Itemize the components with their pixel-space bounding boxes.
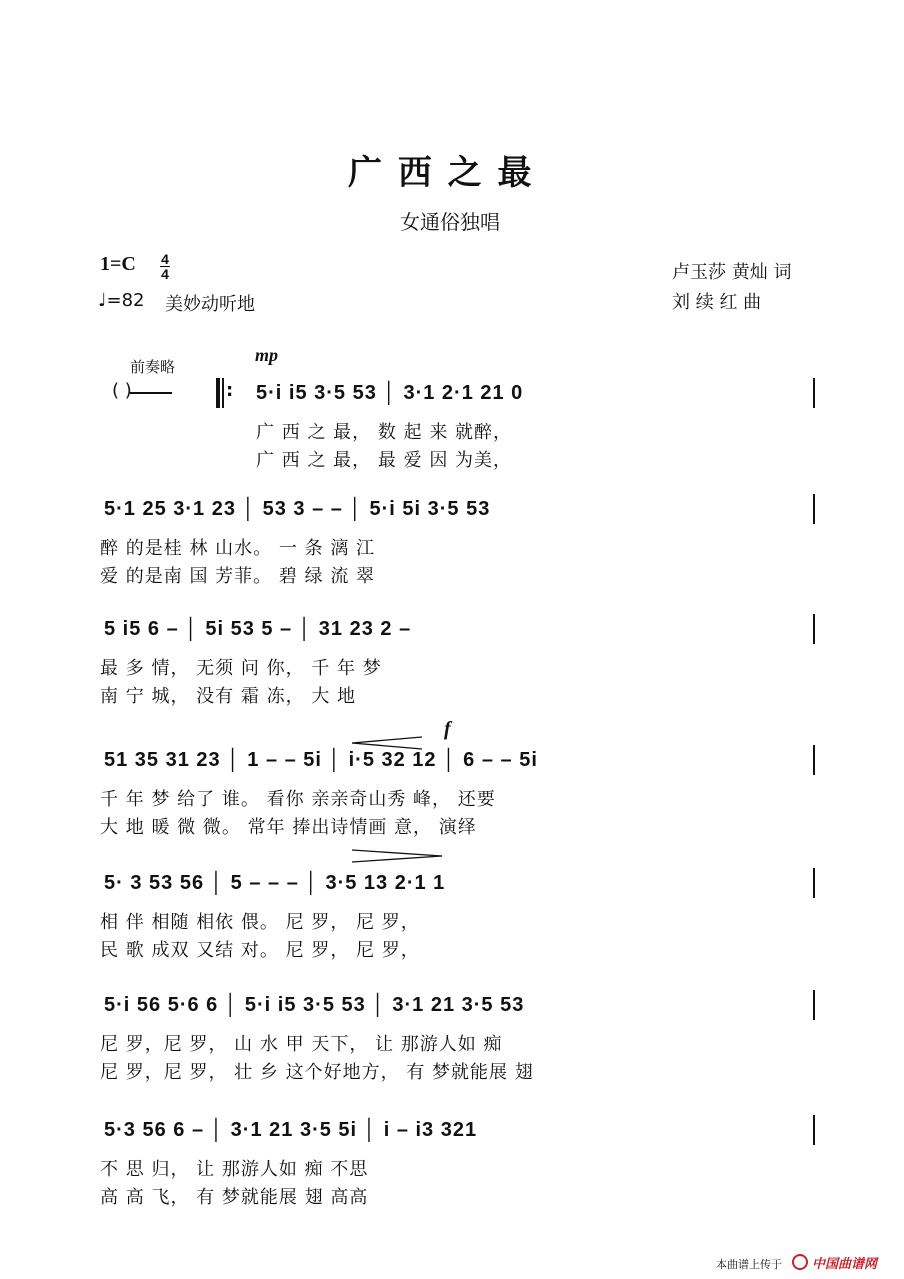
site-logo-icon	[792, 1254, 808, 1270]
notes-line: 5· 3 53 56 │ 5 – – – │ 3·5 13 2·1 1	[104, 872, 446, 894]
notes-line: 5 i5 6 – │ 5i 53 5 – │ 31 23 2 –	[104, 618, 412, 640]
system-7	[0, 1115, 904, 1225]
barline	[813, 1115, 815, 1145]
lyric-verse-1: 醉 的是桂 林 山水。 一 条 漓 江	[100, 538, 376, 559]
lyric-verse-2: 南 宁 城， 没有 霜 冻， 大 地	[100, 686, 357, 707]
time-signature	[160, 253, 170, 280]
notes-line: 5·1 25 3·1 23 │ 53 3 – – │ 5·i 5i 3·5 53	[104, 498, 491, 520]
tempo-mark: ♩=82	[98, 290, 145, 311]
lyric-verse-1: 不 思 归， 让 那游人如 痴 不思	[100, 1159, 369, 1180]
lyric-verse-1: 广 西 之 最， 数 起 来 就醉，	[256, 422, 513, 443]
system-4	[0, 745, 904, 855]
intro-label: 前奏略	[130, 358, 176, 376]
dynamic-mp: mp	[255, 345, 279, 365]
composer: 刘 续 红 曲	[672, 292, 762, 313]
lyric-verse-2: 大 地 暖 微 微。 常年 捧出诗情画 意， 演绎	[100, 817, 477, 838]
dynamic-f: f	[444, 718, 451, 740]
lyricist: 卢玉莎 黄灿 词	[672, 262, 792, 283]
barline	[813, 990, 815, 1020]
lyric-verse-1: 相 伴 相随 相依 偎。 尼 罗， 尼 罗，	[100, 912, 420, 933]
notes-line: 51 35 31 23 │ 1 – – 5i │ i·5 32 12 │ 6 – – 5i	[104, 749, 538, 771]
repeat-dots: :	[226, 380, 234, 401]
notes-line: 5·i 56 5·6 6 │ 5·i i5 3·5 53 │ 3·1 21 3·5 53	[104, 994, 525, 1016]
system-6	[0, 990, 904, 1100]
system-2	[0, 494, 904, 604]
barline	[813, 868, 815, 898]
subtitle: 女通俗独唱	[400, 210, 500, 234]
lyric-verse-2: 高 高 飞， 有 梦就能展 翅 高高	[100, 1187, 369, 1208]
site-name[interactable]: 中国曲谱网	[812, 1257, 878, 1272]
lyric-verse-2: 民 歌 成双 又结 对。 尼 罗， 尼 罗，	[100, 940, 420, 961]
decrescendo-hairpin	[352, 848, 442, 862]
time-bottom: 4	[161, 266, 169, 282]
lyric-verse-1: 最 多 情， 无须 问 你， 千 年 梦	[100, 658, 382, 679]
time-top: 4	[161, 251, 169, 267]
page-title: 广 西 之 最	[348, 153, 534, 193]
footer-text: 本曲谱上传于	[716, 1258, 782, 1271]
lyric-verse-2: 广 西 之 最， 最 爱 因 为美，	[256, 450, 513, 471]
barline	[813, 745, 815, 775]
lyric-verse-2: 尼 罗，尼 罗， 壮 乡 这个好地方， 有 梦就能展 翅	[100, 1062, 534, 1083]
lyric-verse-1: 千 年 梦 给了 谁。 看你 亲亲奇山秀 峰， 还要	[100, 789, 496, 810]
system-5	[0, 868, 904, 978]
barline	[813, 378, 815, 408]
notes-line: 5·3 56 6 – │ 3·1 21 3·5 5i │ i – i3 321	[104, 1119, 478, 1141]
notes-line: 5·i i5 3·5 53 │ 3·1 2·1 21 0	[256, 382, 524, 404]
system-1	[0, 378, 904, 488]
barline	[813, 494, 815, 524]
system-3	[0, 614, 904, 724]
lyric-verse-2: 爱 的是南 国 芳菲。 碧 绿 流 翠	[100, 566, 376, 587]
key-signature: 1=C	[100, 253, 136, 275]
intro-bracket: ( )	[112, 380, 132, 401]
barline	[813, 614, 815, 644]
repeat-barline	[216, 378, 220, 408]
lyric-verse-1: 尼 罗，尼 罗， 山 水 甲 天下， 让 那游人如 痴	[100, 1034, 503, 1055]
barline	[222, 378, 224, 408]
expression: 美妙动听地	[165, 294, 255, 315]
